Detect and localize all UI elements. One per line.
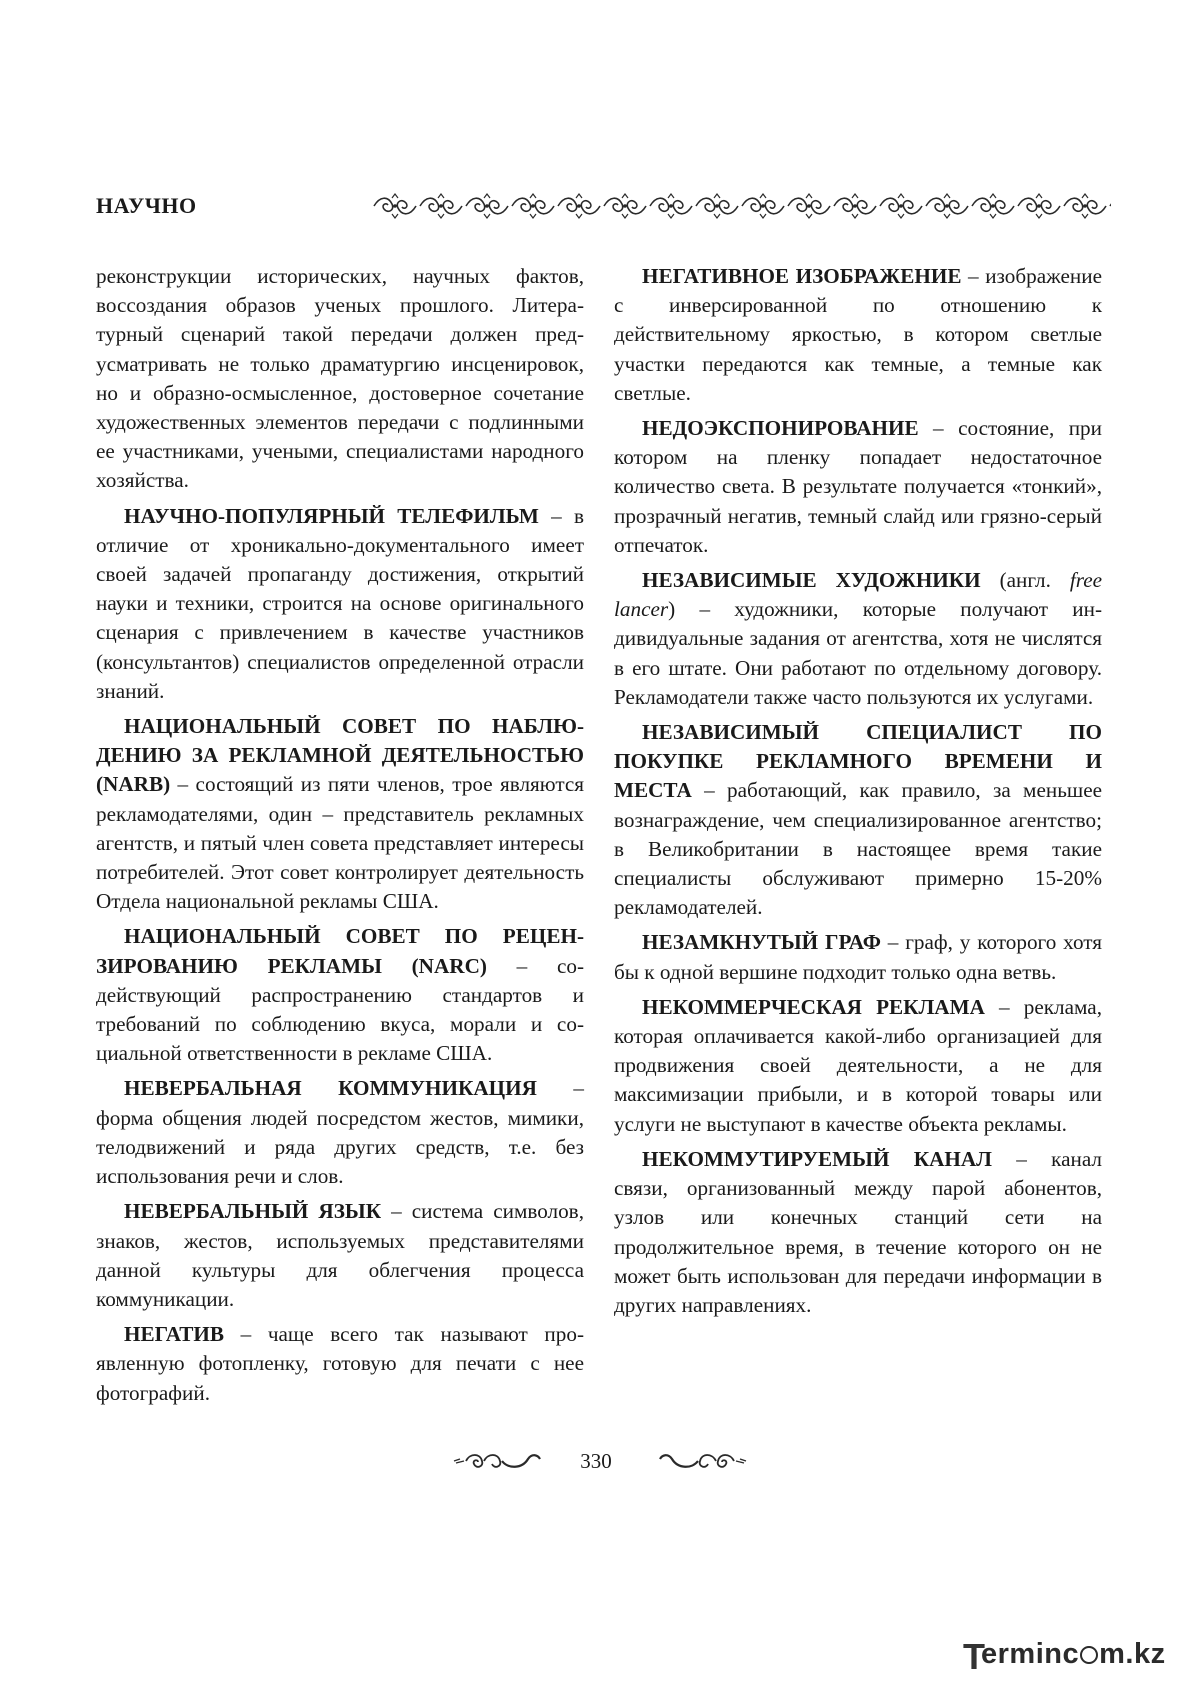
watermark-o-icon [1080, 1646, 1098, 1664]
entry-term: НЕЗАВИСИМЫЕ ХУДОЖНИКИ [642, 568, 981, 593]
running-header [96, 192, 1111, 220]
entry-term: НЕДОЭКСПОНИРОВАНИЕ [642, 416, 919, 441]
entry-text: – чаще всего так называют проявленную фотопленку, готовую для печати с нее фотографий. [96, 1322, 584, 1405]
entry [614, 414, 1102, 560]
entry-text: – форма общения людей посредстом жестов, мимики, телодвижений и ряда других средств, т.е. без использования речи и слов. [96, 1076, 584, 1189]
entry-text: – система символов, знаков, жестов, используемых представителями данной культуры для облегчения процесса коммуникации. [96, 1199, 584, 1311]
entry-term: НЕКОММУТИРУЕМЫЙ КАНАЛ [642, 1146, 992, 1171]
entry-text: – в отличие от хроникально-документального имеет своей задачей пропаганду достижения, открытий науки и техники, строится на основе оригинального сценария с привлечением в качестве участников (консультантов) специалистов определенной отрасли знаний. [96, 503, 584, 703]
site-watermark [963, 1636, 1173, 1676]
entry [96, 712, 584, 916]
entry-term: НЕЗАМКНУТЫЙ ГРАФ [642, 930, 881, 955]
entry-text: – канал связи, организованный между парой абонентов, узлов или конечных станций сети на продолжительное время, в течение которого он не может быть использован для передачи информации в других направлениях. [614, 1146, 1102, 1317]
watermark-text-part2: m.kz [1099, 1638, 1166, 1670]
watermark-letter: T [963, 1636, 985, 1677]
entry-term: НЕЗАВИСИМЫЙ СПЕЦИАЛИСТ ПО ПОКУПКЕ РЕКЛАМНОГО ВРЕМЕНИ И МЕСТА [614, 720, 1102, 803]
swirl-ornament-right-icon [658, 1449, 748, 1473]
entry [614, 1145, 1102, 1320]
left-column [96, 262, 584, 1414]
entry-text: ) – художники, которые получают индивидуальные задания от агентства, хотя не числятся в его штате. Они работают по отдельному договору. Рекламодатели также часто пользуются их услугами. [614, 597, 1102, 709]
entry-text: реконструкции исторических, научных фактов, воссоздания образов ученых прошлого. Литературный сценарий такой передачи должен предусматривать не только драматургию инсценировок, но и образно-осмысленное, достоверное сочетание художественных элементов передачи с подлинными ее участниками, учеными, специалистами народного хозяйства. [96, 264, 584, 493]
entry-continuation [96, 262, 584, 496]
entry [96, 1197, 584, 1314]
entry [96, 1074, 584, 1191]
entry-text: – граф, у которого хотя бы к одной вершине подходит только одна ветвь. [614, 930, 1102, 984]
entry-text: – реклама, которая оплачивается какой-либо организацией для продвижения своей деятельности, а не для максимизации прибыли, и в которой товары или услуги не выступают в качестве объекта рекламы. [614, 994, 1102, 1136]
entry-text: – состояние, при котором на пленку попадает недостаточное количество света. В результате получается «тонкий», прозрачный негатив, темный слайд или грязно-серый отпечаток. [614, 416, 1102, 557]
entry-english-term: free lancer [614, 568, 1102, 622]
entry [614, 928, 1102, 986]
entry-term: НЕВЕРБАЛЬНАЯ КОММУНИКАЦИЯ [124, 1076, 537, 1101]
entry-term: НАЦИОНАЛЬНЫЙ СОВЕТ ПО РЕЦЕНЗИРОВАНИЮ РЕКЛАМЫ (NARC) [96, 924, 584, 978]
entry-term: НАЦИОНАЛЬНЫЙ СОВЕТ ПО НАБЛЮДЕНИЮ ЗА РЕКЛАМНОЙ ДЕЯТЕЛЬНОСТЬЮ (NARB) [96, 714, 584, 797]
entry-pre: (англ. [980, 568, 1070, 593]
page-footer [0, 1445, 1191, 1477]
ornament-band-icon [372, 192, 1111, 220]
entry [96, 922, 584, 1068]
entry-text: – изображение с инверсированной по отношению к действительному яркостью, в котором светлые участки передаются как темные, а темные как светлые. [614, 264, 1102, 405]
entry-term: НЕКОММЕРЧЕСКАЯ РЕКЛАМА [642, 994, 985, 1019]
page-number: 330 [580, 1449, 612, 1473]
entry-term: НЕВЕРБАЛЬНЫЙ ЯЗЫК [124, 1199, 382, 1224]
watermark-text-part1: erminc [981, 1638, 1080, 1670]
entry-text: – состоящий из пяти членов, трое являются рекламодателями, один – представитель рекламных агентств, и пятый член совета представляет интересы потребителей. Этот совет контролирует деятельность Отдела национальной рекламы США. [96, 772, 584, 914]
entry-text: – работающий, как правило, за меньшее вознаграждение, чем специализированное агентство; в Великобритании в настоящее время такие специалисты обслуживают примерно 15-20% рекламодателей. [614, 778, 1102, 920]
right-column [614, 262, 1102, 1326]
entry [614, 993, 1102, 1139]
entry-text: – содействующий распространению стандартов и требований по соблюдению вкуса, морали и социальной ответственности в рекламе США. [96, 953, 584, 1066]
entry-term: НЕГАТИВНОЕ ИЗОБРАЖЕНИЕ [642, 264, 962, 288]
watermark-text [981, 1638, 1166, 1671]
entry [96, 502, 584, 706]
swirl-ornament-left-icon [452, 1449, 542, 1473]
entry [96, 1320, 584, 1408]
entry [614, 718, 1102, 922]
entry-term: НАУЧНО-ПОПУЛЯРНЫЙ ТЕЛЕФИЛЬМ [124, 503, 539, 528]
running-header-word: НАУЧНО [96, 193, 197, 218]
entry-term: НЕГАТИВ [124, 1322, 224, 1347]
entry [614, 262, 1102, 408]
entry [614, 566, 1102, 712]
